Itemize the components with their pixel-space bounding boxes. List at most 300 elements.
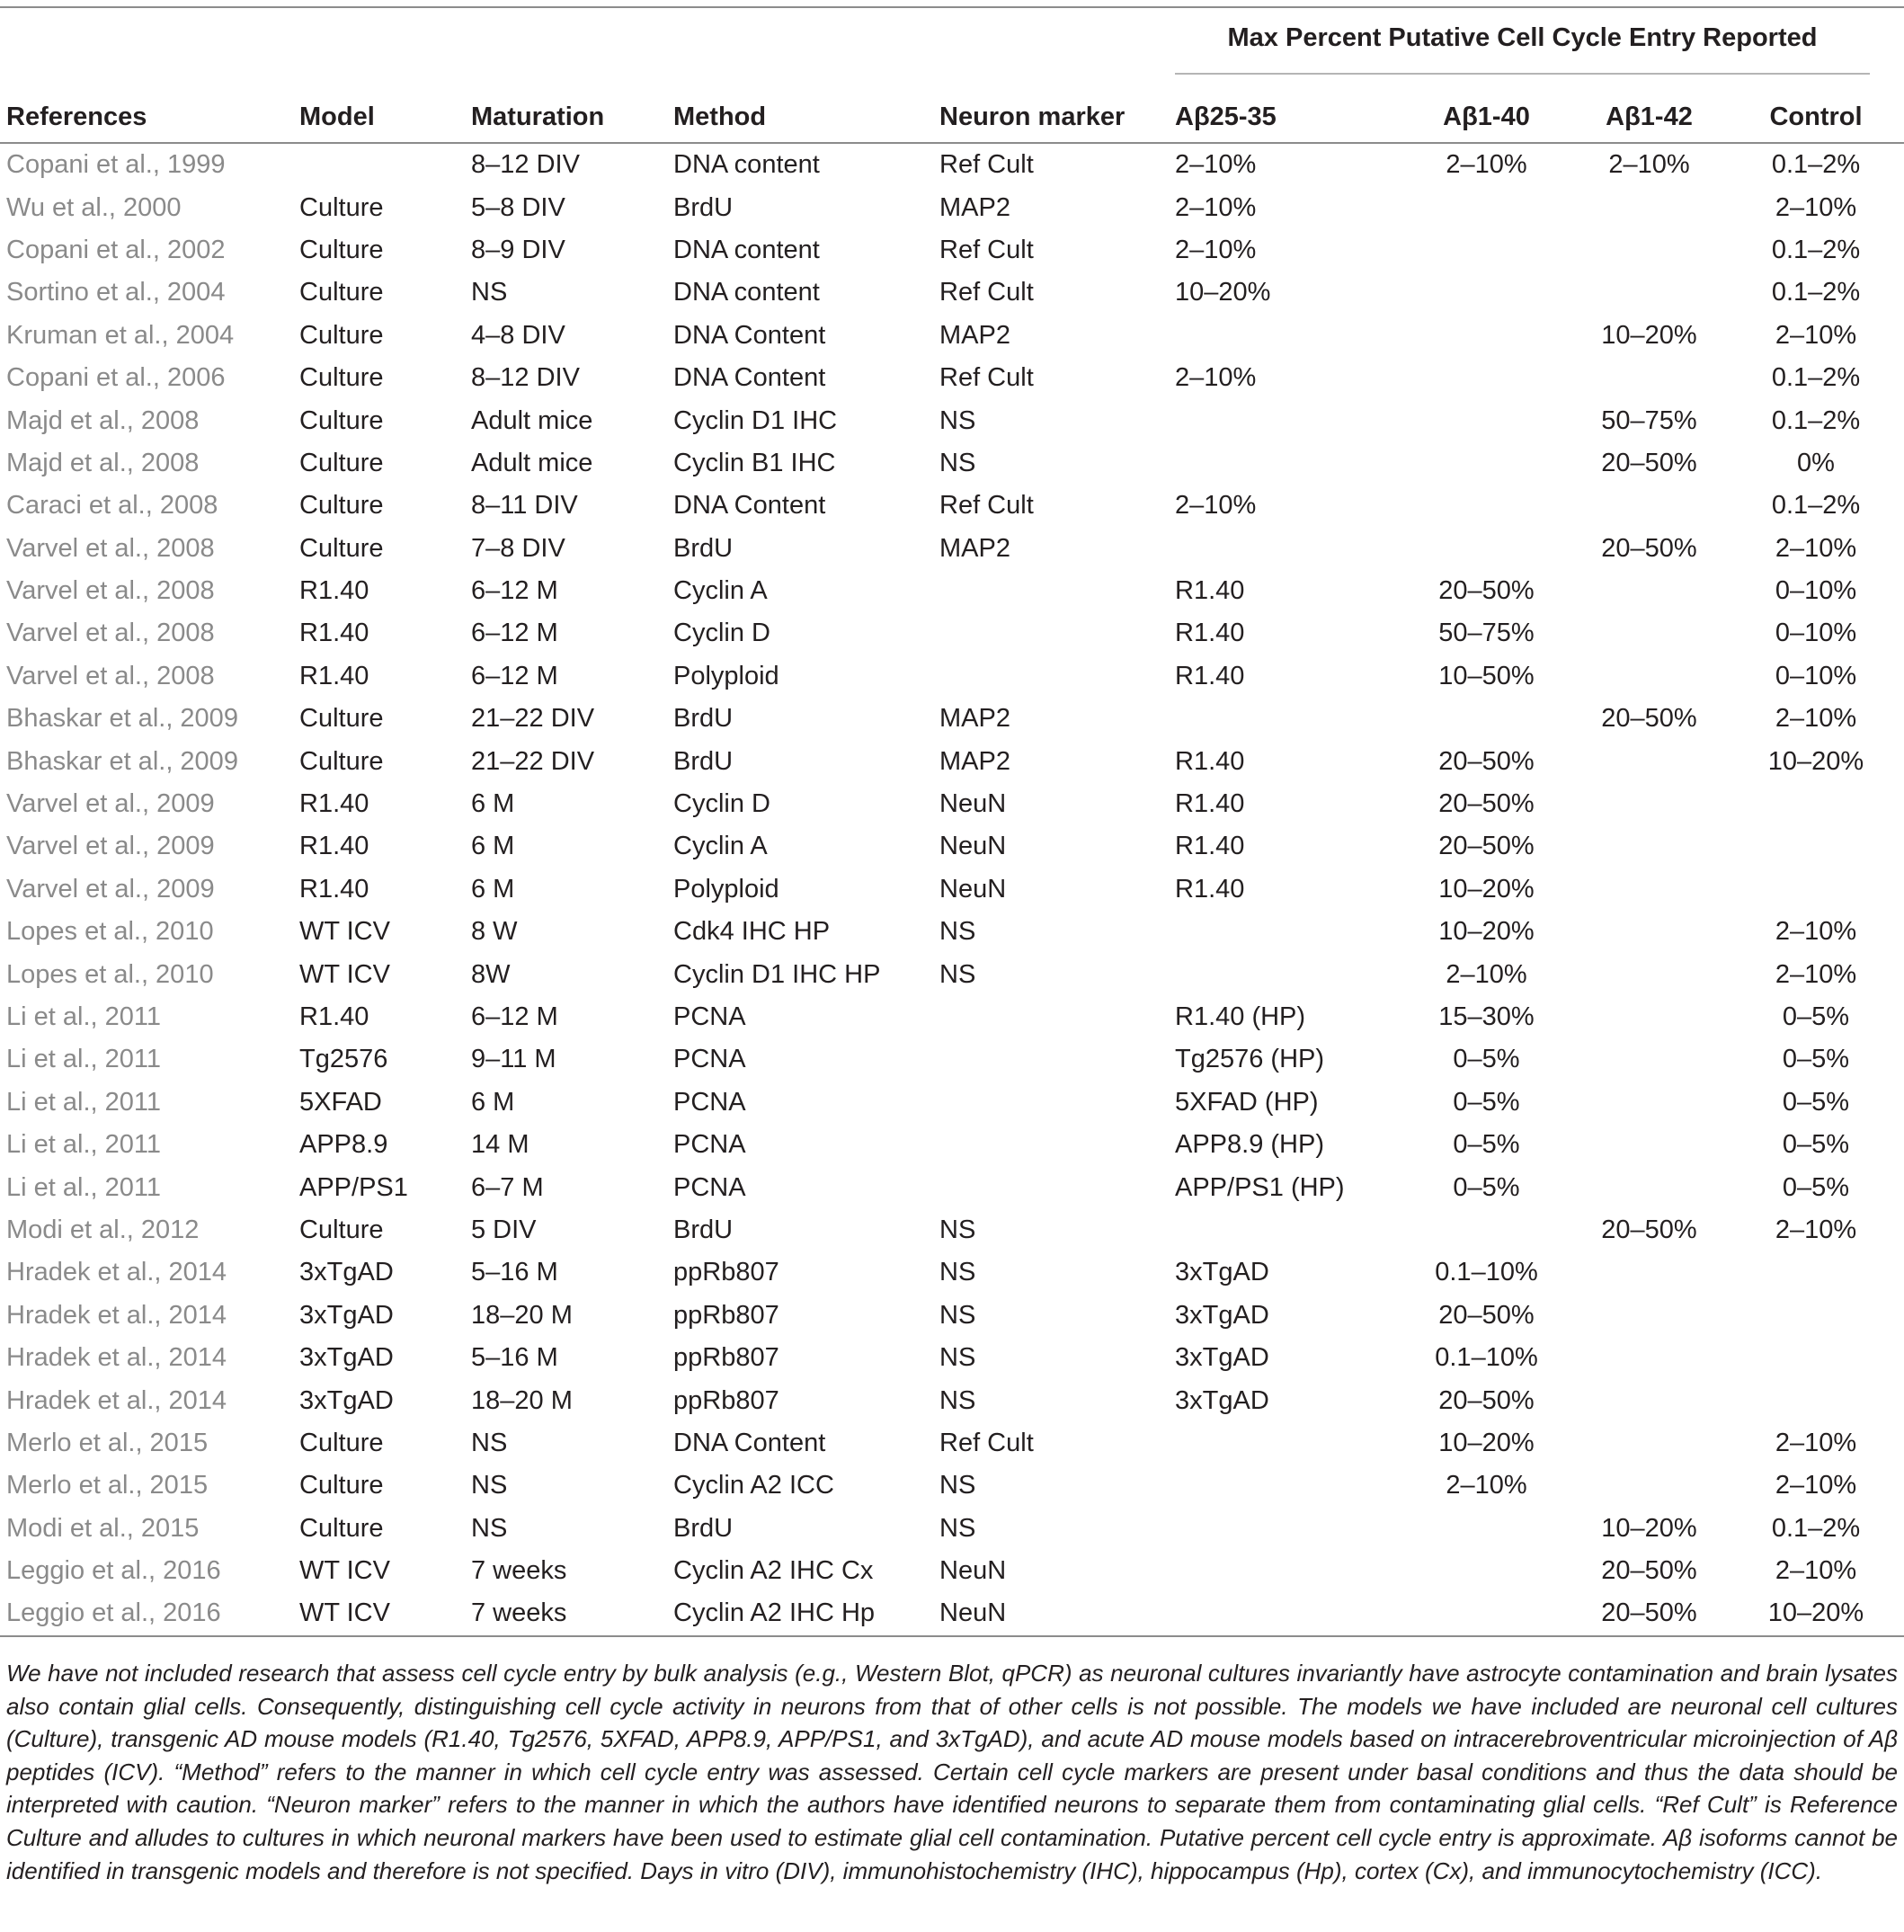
cell-maturation: 7–8 DIV	[471, 533, 565, 563]
cell-neuron-marker: NeuN	[939, 789, 1007, 819]
cell-control: 2–10%	[1775, 533, 1857, 563]
cell-abeta25-35: 2–10%	[1175, 491, 1257, 521]
cell-abeta25-35	[1175, 1592, 1402, 1635]
cell-model: Culture	[299, 405, 384, 435]
cell-abeta25-35: 3xTgAD	[1175, 1343, 1269, 1373]
table-row	[0, 1251, 1904, 1294]
table-row	[0, 143, 1904, 186]
cell-model: Culture	[299, 363, 384, 393]
cell-maturation: 5–16 M	[471, 1343, 558, 1373]
cell-method: Cyclin A	[673, 832, 768, 861]
table-row	[0, 272, 1904, 314]
cell-control: 0–10%	[1775, 661, 1857, 690]
cell-neuron-marker	[939, 996, 1175, 1038]
cell-abeta1-40: 15–30%	[1438, 1002, 1535, 1031]
cell-control: 2–10%	[1775, 1471, 1857, 1500]
cell-maturation: 4–8 DIV	[471, 320, 565, 350]
cell-neuron-marker: NeuN	[939, 832, 1007, 861]
cell-neuron-marker: Ref Cult	[939, 235, 1034, 264]
table-row	[0, 485, 1904, 527]
cell-abeta1-42	[1570, 570, 1728, 612]
cell-abeta1-40	[1402, 1209, 1570, 1251]
cell-abeta1-42	[1570, 1337, 1728, 1379]
cell-abeta1-40	[1402, 528, 1570, 570]
spanning-header: Max Percent Putative Cell Cycle Entry Reported	[1227, 23, 1818, 52]
cell-control: 2–10%	[1775, 1215, 1857, 1244]
cell-abeta1-42	[1570, 953, 1728, 995]
cell-method: BrdU	[673, 704, 734, 734]
table-row	[0, 442, 1904, 485]
cell-reference: Leggio et al., 2016	[6, 1556, 221, 1586]
cell-model: Culture	[299, 278, 384, 307]
table-row	[0, 868, 1904, 911]
cell-abeta1-42	[1570, 1124, 1728, 1166]
cell-abeta1-40: 0–5%	[1453, 1130, 1520, 1160]
table-footnote: We have not included research that assess cell cycle entry by bulk analysis (e.g., Western Blot, qPCR) as neuronal cultures invariantly have astrocyte contamination and brain lysates also contain glial cells. Consequently, distinguishing cell cycle activity in neurons from that of other cells is not possible. The models we have included are neuronal cell cultures (Culture), transgenic AD mouse models (R1.40, Tg2576, 5XFAD, APP8.9, APP/PS1, and 3xTgAD), and acute AD mouse models based on intracerebroventricular microinjection of Aβ peptides (ICV). “Method” refers to the manner in which cell cycle entry was assessed. Certain cell cycle markers are present under basal conditions and thus the data should be interpreted with caution. “Neuron marker” refers to the manner in which the authors have identified neurons to separate them from contaminating glial cells. “Ref Cult” is Reference Culture and alludes to cultures in which neuronal markers have been used to estimate glial cell contamination. Putative percent cell cycle entry is approximate. Aβ isoforms cannot be identified in transgenic models and therefore is not specified. Days in vitro (DIV), immunohistochemistry (IHC), hippocampus (Hp), cortex (Cx), and immunocytochemistry (ICC).	[6, 1660, 1898, 1884]
cell-control: 0.1–2%	[1771, 150, 1861, 180]
cell-neuron-marker: MAP2	[939, 704, 1010, 734]
cell-abeta1-40: 0–5%	[1453, 1087, 1520, 1117]
cell-model: WT ICV	[299, 1556, 390, 1586]
cell-abeta1-42	[1570, 740, 1728, 782]
cell-reference: Modi et al., 2015	[6, 1513, 200, 1543]
cell-neuron-marker: Ref Cult	[939, 363, 1034, 393]
cell-neuron-marker: NS	[939, 959, 976, 989]
table-row	[0, 1465, 1904, 1507]
cell-maturation: 5 DIV	[471, 1215, 537, 1244]
cell-neuron-marker	[939, 1038, 1175, 1081]
cell-abeta25-35	[1175, 698, 1402, 740]
cell-method: Cyclin A2 IHC Hp	[673, 1592, 939, 1635]
cell-model: R1.40	[299, 661, 369, 690]
cell-model: 3xTgAD	[299, 1258, 394, 1287]
cell-abeta25-35: R1.40	[1175, 661, 1245, 690]
table-row	[0, 1422, 1904, 1465]
cell-neuron-marker: MAP2	[939, 320, 1010, 350]
cell-control	[1728, 1379, 1904, 1421]
cell-model: Culture	[299, 533, 384, 563]
cell-method: DNA Content	[673, 1428, 826, 1457]
cell-reference: Varvel et al., 2008	[6, 661, 215, 690]
col-header-abeta25-35: Aβ25-35	[1175, 92, 1402, 143]
cell-abeta25-35: 3xTgAD	[1175, 1258, 1269, 1287]
cell-reference: Merlo et al., 2015	[6, 1428, 209, 1457]
cell-abeta25-35: 3xTgAD	[1175, 1385, 1269, 1415]
cell-abeta1-40	[1402, 442, 1570, 485]
table-row	[0, 1082, 1904, 1124]
cell-neuron-marker: Ref Cult	[939, 150, 1034, 180]
cell-model: 3xTgAD	[299, 1300, 394, 1330]
cell-method: Cyclin B1 IHC	[673, 448, 836, 477]
cell-neuron-marker	[939, 1082, 1175, 1124]
cell-abeta1-42	[1570, 357, 1728, 399]
cell-reference: Varvel et al., 2009	[6, 874, 215, 904]
cell-control: 2–10%	[1775, 959, 1857, 989]
cell-control: 2–10%	[1775, 1428, 1857, 1457]
cell-abeta25-35	[1175, 1508, 1402, 1550]
cell-abeta1-42	[1570, 996, 1728, 1038]
cell-neuron-marker: NS	[939, 448, 976, 477]
cell-method: Polyploid	[673, 661, 779, 690]
cell-neuron-marker: MAP2	[939, 533, 1010, 563]
cell-reference: Leggio et al., 2016	[0, 1592, 299, 1635]
cell-neuron-marker: MAP2	[939, 746, 1010, 776]
cell-control: 2–10%	[1775, 192, 1857, 222]
cell-neuron-marker: Ref Cult	[939, 491, 1034, 521]
cell-model: Culture	[299, 235, 384, 264]
cell-method: ppRb807	[673, 1300, 779, 1330]
cell-maturation: 8–12 DIV	[471, 363, 580, 393]
cell-abeta1-40: 0.1–10%	[1435, 1343, 1538, 1373]
table-row	[0, 996, 1904, 1038]
cell-model: R1.40	[299, 832, 369, 861]
cell-abeta1-42	[1570, 911, 1728, 953]
cell-neuron-marker: NS	[939, 1385, 976, 1415]
cell-maturation: 5–8 DIV	[471, 192, 565, 222]
cell-reference: Hradek et al., 2014	[6, 1385, 227, 1415]
cell-maturation: 5–16 M	[471, 1258, 558, 1287]
cell-reference: Varvel et al., 2009	[6, 832, 215, 861]
cell-reference: Lopes et al., 2010	[6, 959, 214, 989]
top-rule	[0, 6, 1904, 8]
col-header-neuron-marker: Neuron marker	[939, 92, 1175, 143]
cell-abeta1-42	[1570, 655, 1728, 698]
cell-control	[1728, 1337, 1904, 1379]
cell-neuron-marker	[939, 612, 1175, 654]
cell-maturation: 9–11 M	[471, 1045, 556, 1074]
col-header-method: Method	[673, 92, 939, 143]
cell-method: DNA content	[673, 235, 820, 264]
cell-abeta1-42: 10–20%	[1601, 320, 1697, 350]
cell-abeta1-42	[1570, 485, 1728, 527]
cell-method: PCNA	[673, 1087, 746, 1117]
cell-method: BrdU	[673, 1513, 734, 1543]
cell-abeta1-42	[1570, 229, 1728, 272]
cell-maturation: 6 M	[471, 789, 515, 819]
table-row	[0, 825, 1904, 868]
cell-control	[1728, 825, 1904, 868]
cell-control: 0.1–2%	[1771, 491, 1861, 521]
cell-reference: Majd et al., 2008	[6, 448, 200, 477]
cell-control: 0.1–2%	[1771, 363, 1861, 393]
cell-maturation: 6–12 M	[471, 1002, 558, 1031]
cell-model: R1.40	[299, 1002, 369, 1031]
cell-model: Culture	[299, 1428, 384, 1457]
cell-method: ppRb807	[673, 1258, 779, 1287]
cell-neuron-marker: NS	[939, 917, 976, 947]
cell-abeta1-40: 2–10%	[1446, 959, 1527, 989]
cell-abeta1-42: 20–50%	[1601, 704, 1697, 734]
cell-maturation: NS	[471, 278, 508, 307]
cell-abeta1-40: 2–10%	[1446, 150, 1527, 180]
table-row	[0, 1550, 1904, 1592]
cell-maturation: 7 weeks	[471, 1592, 673, 1635]
cell-reference: Copani et al., 2006	[6, 363, 226, 393]
table-row	[0, 953, 1904, 995]
cell-maturation: NS	[471, 1513, 508, 1543]
cell-control: 2–10%	[1775, 917, 1857, 947]
table-row	[0, 911, 1904, 953]
spanning-header-rule	[1175, 73, 1870, 75]
cell-method: Cyclin A2 IHC Cx	[673, 1556, 874, 1586]
cell-abeta1-42	[1570, 1379, 1728, 1421]
cell-reference: Li et al., 2011	[6, 1087, 161, 1117]
cell-abeta1-42	[1570, 1251, 1728, 1294]
cell-reference: Kruman et al., 2004	[6, 320, 235, 350]
cell-maturation: 8–9 DIV	[471, 235, 565, 264]
cell-model: WT ICV	[299, 959, 390, 989]
cell-method: BrdU	[673, 533, 734, 563]
cell-neuron-marker: NeuN	[939, 874, 1007, 904]
cell-abeta1-42	[1570, 186, 1728, 228]
cell-neuron-marker: NeuN	[939, 1556, 1007, 1586]
cell-maturation: 6–12 M	[471, 619, 558, 648]
cell-abeta1-40: 20–50%	[1438, 832, 1535, 861]
cell-neuron-marker: NS	[939, 1215, 976, 1244]
cell-method: Cyclin D	[673, 619, 770, 648]
cell-model: 5XFAD	[299, 1087, 382, 1117]
cell-abeta25-35: R1.40	[1175, 619, 1245, 648]
cell-abeta25-35: 5XFAD (HP)	[1175, 1087, 1319, 1117]
cell-abeta1-42	[1570, 825, 1728, 868]
header-row	[0, 92, 1904, 143]
cell-abeta1-40: 10–20%	[1438, 917, 1535, 947]
cell-reference: Hradek et al., 2014	[6, 1258, 227, 1287]
table-row	[0, 698, 1904, 740]
cell-abeta1-42	[1570, 1295, 1728, 1337]
cell-method: PCNA	[673, 1002, 746, 1031]
cell-reference: Copani et al., 2002	[6, 235, 226, 264]
cell-control: 10–20%	[1767, 746, 1864, 776]
cell-abeta25-35	[1175, 1209, 1402, 1251]
cell-abeta25-35: R1.40	[1175, 576, 1245, 606]
cell-abeta1-40: 50–75%	[1438, 619, 1535, 648]
cell-reference: Bhaskar et al., 2009	[6, 746, 238, 776]
cell-reference: Sortino et al., 2004	[6, 278, 226, 307]
cell-neuron-marker: NeuN	[939, 1592, 1175, 1635]
table-body	[0, 143, 1904, 1636]
cell-control: 0.1–2%	[1771, 235, 1861, 264]
cell-maturation: 21–22 DIV	[471, 746, 595, 776]
cell-abeta1-40: 0.1–10%	[1435, 1258, 1538, 1287]
cell-method: ppRb807	[673, 1343, 779, 1373]
cell-model: 3xTgAD	[299, 1385, 394, 1415]
cell-method: BrdU	[673, 1215, 734, 1244]
cell-abeta1-40: 10–20%	[1438, 874, 1535, 904]
cell-abeta1-40: 0–5%	[1453, 1172, 1520, 1202]
table-row	[0, 528, 1904, 570]
cell-reference: Li et al., 2011	[6, 1045, 161, 1074]
cell-abeta1-42: 2–10%	[1608, 150, 1690, 180]
cell-abeta1-40	[1402, 485, 1570, 527]
table-row	[0, 740, 1904, 782]
cell-model: WT ICV	[299, 1592, 471, 1635]
cell-abeta25-35: R1.40	[1175, 874, 1245, 904]
cell-abeta1-42	[1570, 1465, 1728, 1507]
cell-control: 0–5%	[1782, 1045, 1850, 1074]
cell-maturation: 6–7 M	[471, 1172, 544, 1202]
cell-maturation: NS	[471, 1428, 508, 1457]
table-row	[0, 1337, 1904, 1379]
cell-abeta1-40: 20–50%	[1438, 576, 1535, 606]
cell-control: 0–5%	[1782, 1002, 1850, 1031]
cell-reference: Varvel et al., 2009	[6, 789, 215, 819]
table-row	[0, 1508, 1904, 1550]
cell-method: Cyclin D1 IHC	[673, 405, 838, 435]
cell-neuron-marker: MAP2	[939, 192, 1010, 222]
cell-abeta25-35: Tg2576 (HP)	[1175, 1045, 1325, 1074]
cell-maturation: 6 M	[471, 874, 515, 904]
cell-abeta25-35	[1175, 315, 1402, 357]
cell-method: Cdk4 IHC HP	[673, 917, 831, 947]
cell-maturation: 18–20 M	[471, 1385, 573, 1415]
col-header-control: Control	[1728, 92, 1904, 143]
cell-reference: Merlo et al., 2015	[6, 1471, 209, 1500]
cell-neuron-marker: NS	[939, 1258, 976, 1287]
cell-maturation: 14 M	[471, 1130, 529, 1160]
cell-model: 3xTgAD	[299, 1343, 394, 1373]
cell-abeta25-35	[1175, 1550, 1402, 1592]
cell-method: DNA content	[673, 150, 820, 180]
cell-neuron-marker: NS	[939, 405, 976, 435]
cell-method: Polyploid	[673, 874, 779, 904]
cell-method: Cyclin A	[673, 576, 768, 606]
cell-reference: Varvel et al., 2008	[6, 533, 215, 563]
cell-abeta1-42	[1570, 1422, 1728, 1465]
cell-model: Culture	[299, 746, 384, 776]
cell-abeta1-42: 50–75%	[1601, 405, 1697, 435]
cell-method: ppRb807	[673, 1385, 779, 1415]
cell-abeta1-40	[1402, 272, 1570, 314]
cell-neuron-marker: NS	[939, 1471, 976, 1500]
cell-maturation: 6 M	[471, 832, 515, 861]
cell-model: Tg2576	[299, 1045, 388, 1074]
cell-reference: Li et al., 2011	[6, 1172, 161, 1202]
cell-maturation: 6 M	[471, 1087, 515, 1117]
cell-control	[1728, 1295, 1904, 1337]
cell-control: 10–20%	[1728, 1592, 1904, 1635]
cell-abeta25-35	[1175, 953, 1402, 995]
cell-control: 0.1–2%	[1771, 278, 1861, 307]
cell-abeta1-42: 20–50%	[1601, 533, 1697, 563]
cell-model: Culture	[299, 1471, 384, 1500]
col-header-model: Model	[299, 92, 471, 143]
cell-abeta1-40: 2–10%	[1446, 1471, 1527, 1500]
cell-abeta1-42: 20–50%	[1601, 1556, 1697, 1586]
table-row	[0, 1592, 1904, 1635]
cell-abeta1-42	[1570, 272, 1728, 314]
cell-maturation: 7 weeks	[471, 1556, 567, 1586]
cell-abeta25-35: 10–20%	[1175, 278, 1271, 307]
cell-abeta1-40	[1402, 1592, 1570, 1635]
cell-neuron-marker	[939, 655, 1175, 698]
cell-reference: Bhaskar et al., 2009	[6, 704, 238, 734]
cell-model: Culture	[299, 704, 384, 734]
cell-abeta25-35: 2–10%	[1175, 192, 1257, 222]
cell-control: 0–10%	[1775, 576, 1857, 606]
cell-method: DNA Content	[673, 320, 826, 350]
cell-maturation: 8–12 DIV	[471, 150, 580, 180]
cell-method: Cyclin D	[673, 789, 770, 819]
col-header-references: References	[0, 92, 299, 143]
cell-abeta1-40: 20–50%	[1438, 1385, 1535, 1415]
cell-abeta1-40	[1402, 229, 1570, 272]
table-row	[0, 399, 1904, 441]
cell-neuron-marker: Ref Cult	[939, 1428, 1034, 1457]
cell-control: 0%	[1797, 448, 1835, 477]
cell-method: Cyclin D1 IHC HP	[673, 959, 881, 989]
cell-method: BrdU	[673, 746, 734, 776]
cell-model: Culture	[299, 1215, 384, 1244]
cell-model: R1.40	[299, 576, 369, 606]
cell-abeta25-35	[1175, 1422, 1402, 1465]
cell-maturation: 6–12 M	[471, 576, 558, 606]
cell-abeta25-35: 3xTgAD	[1175, 1300, 1269, 1330]
cell-model: Culture	[299, 448, 384, 477]
cell-abeta1-40	[1402, 1508, 1570, 1550]
cell-abeta1-40	[1402, 357, 1570, 399]
cell-abeta25-35: 2–10%	[1175, 363, 1257, 393]
cell-abeta25-35: R1.40	[1175, 789, 1245, 819]
cell-neuron-marker: NS	[939, 1300, 976, 1330]
cell-abeta25-35: APP8.9 (HP)	[1175, 1130, 1324, 1160]
cell-maturation: 8–11 DIV	[471, 491, 578, 521]
cell-method: DNA Content	[673, 491, 826, 521]
cell-method: PCNA	[673, 1172, 746, 1202]
cell-maturation: 6–12 M	[471, 661, 558, 690]
cell-control: 0–5%	[1782, 1172, 1850, 1202]
cell-control	[1728, 1251, 1904, 1294]
cell-abeta1-42: 20–50%	[1601, 1215, 1697, 1244]
cell-reference: Lopes et al., 2010	[6, 917, 214, 947]
cell-abeta1-42	[1570, 612, 1728, 654]
table-row	[0, 1295, 1904, 1337]
cell-abeta25-35	[1175, 442, 1402, 485]
cell-control: 0–10%	[1775, 619, 1857, 648]
cell-model: R1.40	[299, 874, 369, 904]
cell-control	[1728, 783, 1904, 825]
cell-model: R1.40	[299, 789, 369, 819]
cell-method: BrdU	[673, 192, 734, 222]
cell-reference: Caraci et al., 2008	[6, 491, 218, 521]
cell-maturation: NS	[471, 1471, 508, 1500]
cell-abeta25-35	[1175, 1465, 1402, 1507]
table-row	[0, 1379, 1904, 1421]
table-row	[0, 783, 1904, 825]
cell-abeta1-40	[1402, 186, 1570, 228]
cell-model: Culture	[299, 192, 384, 222]
cell-abeta25-35: 2–10%	[1175, 235, 1257, 264]
cell-model: R1.40	[299, 619, 369, 648]
cell-abeta1-40	[1402, 698, 1570, 740]
cell-abeta1-42	[1570, 1166, 1728, 1208]
cell-maturation: Adult mice	[471, 448, 593, 477]
cell-control: 0–5%	[1782, 1087, 1850, 1117]
cell-neuron-marker	[939, 1124, 1175, 1166]
cell-maturation: 8 W	[471, 917, 518, 947]
cell-reference: Modi et al., 2012	[6, 1215, 200, 1244]
col-header-abeta1-42: Aβ1-42	[1570, 92, 1728, 143]
cell-neuron-marker	[939, 1166, 1175, 1208]
cell-maturation: Adult mice	[471, 405, 593, 435]
cell-model: APP/PS1	[299, 1172, 408, 1202]
cell-maturation: 8W	[471, 959, 511, 989]
cell-abeta1-40	[1402, 1550, 1570, 1592]
table-row	[0, 1038, 1904, 1081]
cell-maturation: 18–20 M	[471, 1300, 573, 1330]
cell-model: Culture	[299, 491, 384, 521]
cell-model: APP8.9	[299, 1130, 388, 1160]
